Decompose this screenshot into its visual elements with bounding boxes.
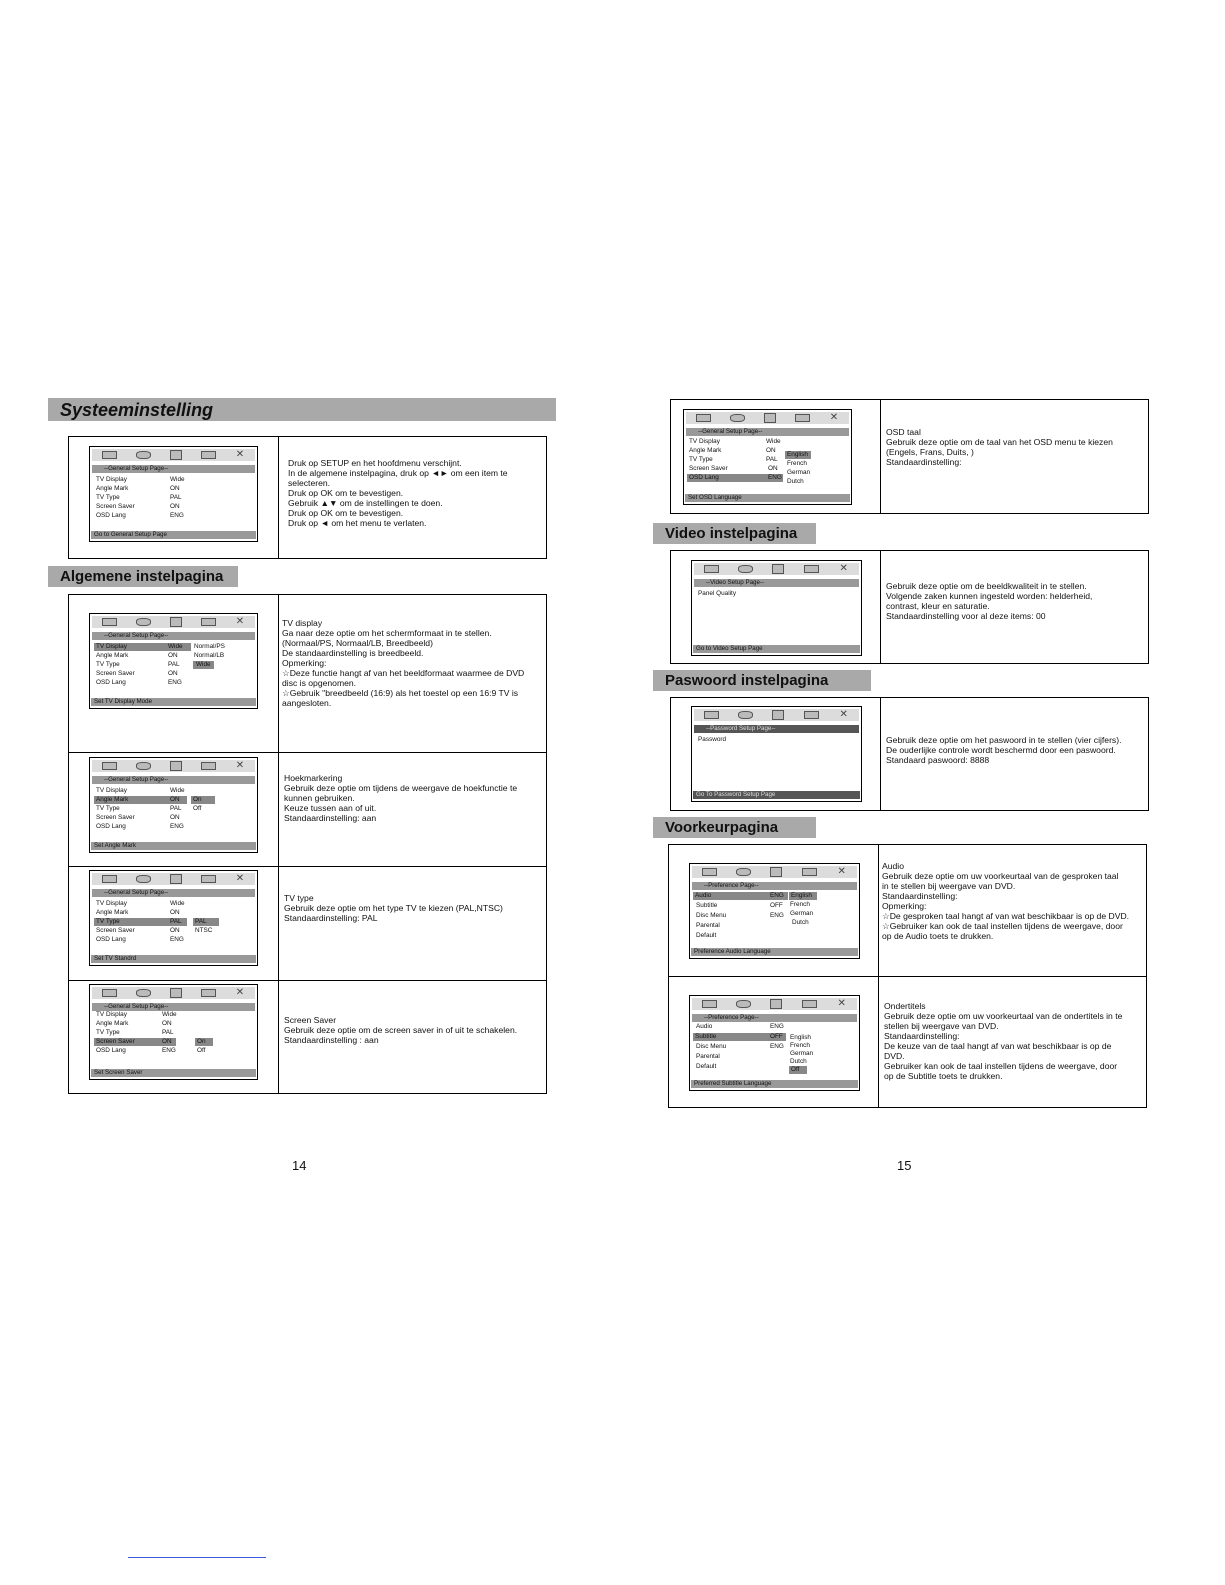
menu-tv-display: TV Display	[96, 1011, 127, 1018]
preference-audio-screen	[689, 863, 860, 959]
password-text: Gebruik deze optie om het paswoord in te stellen (vier cijfers). De ouderlijke controle wordt beschermd door een paswoord. Standaard paswoord: 8888	[886, 735, 1122, 765]
speaker-icon	[136, 875, 151, 883]
osd-lang-text: OSD taal Gebruik deze optie om de taal van het OSD menu te kiezen (Engels, Frans, Duits, ) Standaardinstelling:	[886, 427, 1113, 467]
heading-video-instelpagina: Video instelpagina	[653, 523, 816, 544]
document-icon	[201, 451, 216, 459]
screen-title: --General Setup Page--	[92, 776, 255, 784]
menu-tv-type: TV Type	[96, 494, 120, 501]
screen-footer: Go to General Setup Page	[91, 531, 256, 539]
option-dutch: Dutch	[790, 1058, 807, 1065]
screen-title: --General Setup Page--	[92, 632, 255, 640]
menu-tv-display: TV Display	[96, 787, 127, 794]
osd-lang-box	[670, 399, 1149, 514]
option-dutch: Dutch	[787, 478, 804, 485]
heading-systeeminstelling: Systeeminstelling	[48, 398, 556, 421]
menu-icons	[692, 866, 857, 878]
value-wide: Wide	[170, 900, 185, 907]
value-pal: PAL	[170, 805, 182, 812]
screen-title: --Password Setup Page--	[694, 725, 859, 733]
screen-title: --Preference Page--	[692, 1014, 857, 1022]
menu-angle-mark: Angle Mark	[96, 1020, 129, 1027]
tv-display-text: TV display Ga naar deze optie om het schermformaat in te stellen. (Normaal/PS, Normaal/LB, Breedbeeld) De standaardinstelling is breedbeeld. Opmerking: ☆Deze functie hangt af van het beeldformaat waarmee de DVD disc is opgenomen. ☆Gebruik "breedbeeld (16:9) als het toestel op een 16:9 TV is aangesloten.	[282, 618, 525, 708]
menu-angle-mark: Angle Mark	[96, 652, 129, 659]
menu-osd-lang: OSD Lang	[96, 936, 126, 943]
option-off: Off	[197, 1047, 206, 1054]
menu-panel-quality: Panel Quality	[698, 590, 737, 597]
menu-tv-display: TV Display	[96, 900, 127, 907]
option-german: German	[790, 1050, 814, 1057]
value-eng: ENG	[768, 474, 782, 481]
option-english: English	[790, 1034, 811, 1041]
speaker-icon	[136, 451, 151, 459]
value-eng: ENG	[162, 1047, 176, 1054]
value-on: ON	[768, 465, 778, 472]
video-box	[670, 550, 1149, 664]
audio-text: Audio Gebruik deze optie om uw voorkeurtaal van de gesproken taal in te stellen bij weergave van DVD. Standaardinstelling: Opmerking: ☆De gesproken taal hangt af van wat beschikbaar is op de DVD. ☆Gebruiker kan ook de taal instellen tijdens de weergave, door op de Audio toets te drukken.	[882, 861, 1130, 941]
lock-icon	[170, 450, 182, 460]
exit-icon: ✕	[235, 873, 245, 884]
lock-icon	[772, 710, 784, 720]
menu-icons	[92, 760, 255, 772]
screen-title: --General Setup Page--	[686, 428, 849, 436]
document-icon	[804, 565, 819, 573]
menu-osd-lang: OSD Lang	[96, 1047, 126, 1054]
screen-footer: Set Angle Mark	[91, 842, 256, 850]
lock-icon	[170, 988, 182, 998]
menu-disc-menu: Disc Menu	[696, 1043, 727, 1050]
menu-screen-saver: Screen Saver	[96, 927, 135, 934]
menu-icons	[694, 563, 859, 575]
menu-osd-lang: OSD Lang	[96, 512, 126, 519]
value-pal: PAL	[168, 661, 180, 668]
angle-mark-screen	[89, 757, 258, 853]
value-eng: ENG	[770, 912, 784, 919]
value-eng: ENG	[770, 1023, 784, 1030]
value-on: ON	[170, 909, 180, 916]
angle-mark-text: Hoekmarkering Gebruik deze optie om tijdens de weergave de hoekfunctie te kunnen gebruiken. Keuze tussen aan of uit. Standaardinstelling: aan	[284, 773, 518, 823]
value-on: ON	[766, 447, 776, 454]
menu-parental: Parental	[696, 1053, 720, 1060]
menu-tv-display: TV Display	[96, 476, 127, 483]
tv-icon	[102, 989, 117, 997]
page-number-left: 14	[292, 1158, 307, 1173]
menu-tv-type: TV Type	[96, 661, 120, 668]
speaker-icon	[730, 414, 745, 422]
option-dutch: Dutch	[792, 919, 809, 926]
menu-subtitle: Subtitle	[696, 902, 718, 909]
tv-type-text: TV type Gebruik deze optie om het type TV te kiezen (PAL,NTSC) Standaardinstelling: PAL	[284, 893, 503, 923]
menu-tv-type: TV Type	[689, 456, 713, 463]
screen-footer: Go to Video Setup Page	[693, 645, 860, 653]
menu-tv-type: TV Type	[94, 918, 187, 926]
screen-saver-screen	[89, 984, 258, 1080]
tv-icon	[704, 565, 719, 573]
value-wide: Wide	[170, 476, 185, 483]
value-on: ON	[170, 796, 180, 803]
bottom-link-line	[128, 1557, 266, 1558]
value-eng: ENG	[170, 823, 184, 830]
option-off: Off	[193, 805, 202, 812]
tv-type-screen	[89, 870, 258, 966]
document-icon	[201, 618, 216, 626]
menu-icons	[92, 616, 255, 628]
menu-default: Default	[696, 1063, 717, 1070]
value-wide: Wide	[170, 787, 185, 794]
lock-icon	[170, 761, 182, 771]
menu-screen-saver: Screen Saver	[96, 670, 135, 677]
menu-icons	[694, 709, 859, 721]
lock-icon	[170, 874, 182, 884]
exit-icon: ✕	[839, 563, 848, 574]
value-on: ON	[170, 503, 180, 510]
menu-screen-saver: Screen Saver	[96, 814, 135, 821]
heading-paswoord-instelpagina: Paswoord instelpagina	[653, 670, 871, 691]
menu-icons	[92, 873, 255, 885]
menu-angle-mark: Angle Mark	[94, 796, 187, 804]
menu-icons	[686, 412, 849, 424]
document-icon	[804, 711, 819, 719]
option-french: French	[790, 1042, 810, 1049]
speaker-icon	[136, 989, 151, 997]
value-wide: Wide	[766, 438, 781, 445]
menu-angle-mark: Angle Mark	[96, 909, 129, 916]
document-icon	[802, 1000, 817, 1008]
tv-icon	[102, 451, 117, 459]
menu-angle-mark: Angle Mark	[96, 485, 129, 492]
menu-audio: Audio	[693, 892, 788, 900]
subtitle-text: Ondertitels Gebruik deze optie om uw voorkeurtaal van de ondertitels in te stellen bij weergave van DVD. Standaardinstelling: De keuze van de taal hangt af van wat beschikbaar is op de DVD. Gebruiker kan ook de taal instellen tijdens de weergave, door op de Subtitle toets te drukken.	[884, 1001, 1123, 1081]
systeem-box	[68, 436, 547, 559]
value-eng: ENG	[168, 679, 182, 686]
option-english: English	[785, 451, 811, 459]
exit-icon: ✕	[235, 760, 245, 771]
menu-audio: Audio	[696, 1023, 713, 1030]
value-pal: PAL	[766, 456, 778, 463]
lock-icon	[772, 564, 784, 574]
menu-subtitle: Subtitle	[693, 1033, 786, 1041]
option-on: On	[195, 1038, 213, 1046]
menu-disc-menu: Disc Menu	[696, 912, 727, 919]
general-setup-screen	[89, 446, 258, 542]
tv-icon	[696, 414, 711, 422]
value-on: ON	[168, 670, 178, 677]
exit-icon: ✕	[837, 866, 846, 877]
speaker-icon	[736, 868, 751, 876]
osd-lang-screen	[683, 409, 852, 505]
screen-title: --General Setup Page--	[92, 465, 255, 473]
value-pal: PAL	[170, 918, 182, 925]
lock-icon	[170, 617, 182, 627]
option-normal-lb: Normal/LB	[194, 652, 225, 659]
menu-password: Password	[698, 736, 727, 743]
value-off: OFF	[770, 1033, 783, 1040]
option-german: German	[787, 469, 811, 476]
exit-icon: ✕	[837, 998, 846, 1009]
screen-footer: Go To Password Setup Page	[693, 791, 860, 799]
menu-osd-lang: OSD Lang	[96, 679, 126, 686]
speaker-icon	[136, 762, 151, 770]
option-pal: PAL	[193, 918, 219, 926]
value-on: ON	[162, 1020, 172, 1027]
option-french: French	[787, 460, 807, 467]
menu-icons	[92, 449, 255, 461]
preference-subtitle-screen	[689, 995, 860, 1091]
exit-icon: ✕	[839, 709, 848, 720]
option-off: Off	[789, 1066, 807, 1074]
document-icon	[201, 762, 216, 770]
menu-screen-saver: Screen Saver	[689, 465, 728, 472]
tv-icon	[102, 618, 117, 626]
screen-footer: Preferred Subtitle Language	[691, 1080, 858, 1088]
menu-tv-type: TV Type	[96, 1029, 120, 1036]
screen-footer: Set Screen Saver	[91, 1069, 256, 1077]
heading-voorkeurpagina: Voorkeurpagina	[653, 817, 816, 838]
screen-footer: Set TV Display Mode	[91, 698, 256, 706]
tv-icon	[702, 868, 717, 876]
speaker-icon	[736, 1000, 751, 1008]
menu-screen-saver: Screen Saver	[94, 1038, 176, 1046]
systeem-text: Druk op SETUP en het hoofdmenu verschijnt. In de algemene instelpagina, druk op ◄► om een item te selecteren. Druk op OK om te bevestigen. Gebruik ▲▼ om de instellingen te doen. Druk op OK om te bevestigen. Druk op ◄ om het menu te verlaten.	[288, 458, 508, 528]
menu-tv-display: TV Display	[689, 438, 720, 445]
menu-icons	[92, 987, 255, 999]
option-normal-ps: Normal/PS	[194, 643, 225, 650]
exit-icon: ✕	[829, 412, 839, 423]
heading-algemene-instelpagina: Algemene instelpagina	[48, 566, 238, 587]
document-icon	[802, 868, 817, 876]
menu-parental: Parental	[696, 922, 720, 929]
document-icon	[201, 875, 216, 883]
screen-saver-text: Screen Saver Gebruik deze optie om de screen saver in of uit te schakelen. Standaardinstelling : aan	[284, 1015, 518, 1045]
option-on: On	[191, 796, 215, 804]
password-setup-screen	[691, 706, 862, 802]
exit-icon: ✕	[235, 987, 245, 998]
menu-angle-mark: Angle Mark	[689, 447, 722, 454]
tv-icon	[102, 875, 117, 883]
screen-title: --Video Setup Page--	[694, 579, 859, 587]
menu-osd-lang: OSD Lang	[687, 474, 783, 482]
algemene-box	[68, 594, 547, 1094]
password-box	[670, 697, 1149, 811]
option-wide: Wide	[193, 661, 214, 669]
option-english: English	[789, 892, 817, 900]
exit-icon: ✕	[235, 616, 245, 627]
value-eng: ENG	[170, 512, 184, 519]
value-eng: ENG	[170, 936, 184, 943]
value-pal: PAL	[162, 1029, 174, 1036]
tv-icon	[702, 1000, 717, 1008]
speaker-icon	[738, 565, 753, 573]
lock-icon	[770, 999, 782, 1009]
value-eng: ENG	[770, 1043, 784, 1050]
option-german: German	[790, 910, 814, 917]
video-setup-screen	[691, 560, 862, 656]
screen-title: --General Setup Page--	[92, 1003, 255, 1011]
value-on: ON	[170, 814, 180, 821]
value-on: ON	[170, 927, 180, 934]
option-french: French	[790, 901, 810, 908]
menu-osd-lang: OSD Lang	[96, 823, 126, 830]
value-wide: Wide	[162, 1011, 177, 1018]
lock-icon	[770, 867, 782, 877]
screen-footer: Preference Audio Language	[691, 948, 858, 956]
exit-icon: ✕	[235, 449, 245, 460]
screen-title: --General Setup Page--	[92, 889, 255, 897]
speaker-icon	[738, 711, 753, 719]
screen-title: --Preference Page--	[692, 882, 857, 890]
tv-icon	[102, 762, 117, 770]
value-off: OFF	[770, 902, 783, 909]
video-text: Gebruik deze optie om de beeldkwaliteit in te stellen. Volgende zaken kunnen ingesteld worden: helderheid, contrast, kleur en saturatie. Standaardinstelling voor al deze items: 00	[886, 581, 1093, 621]
menu-tv-display: TV Display	[94, 643, 191, 651]
screen-footer: Set OSD Language	[685, 494, 850, 502]
menu-tv-type: TV Type	[96, 805, 120, 812]
screen-footer: Set TV Standrd	[91, 955, 256, 963]
value-eng: ENG	[770, 892, 784, 899]
menu-icons	[692, 998, 857, 1010]
option-ntsc: NTSC	[195, 927, 213, 934]
speaker-icon	[136, 618, 151, 626]
value-pal: PAL	[170, 494, 182, 501]
page-number-right: 15	[897, 1158, 912, 1173]
lock-icon	[764, 413, 776, 423]
preference-box	[668, 844, 1147, 1108]
document-icon	[795, 414, 810, 422]
tv-icon	[704, 711, 719, 719]
menu-default: Default	[696, 932, 717, 939]
value-on: ON	[162, 1038, 172, 1045]
menu-screen-saver: Screen Saver	[96, 503, 135, 510]
tv-display-screen	[89, 613, 258, 709]
value-on: ON	[168, 652, 178, 659]
value-wide: Wide	[168, 643, 183, 650]
value-on: ON	[170, 485, 180, 492]
document-icon	[201, 989, 216, 997]
